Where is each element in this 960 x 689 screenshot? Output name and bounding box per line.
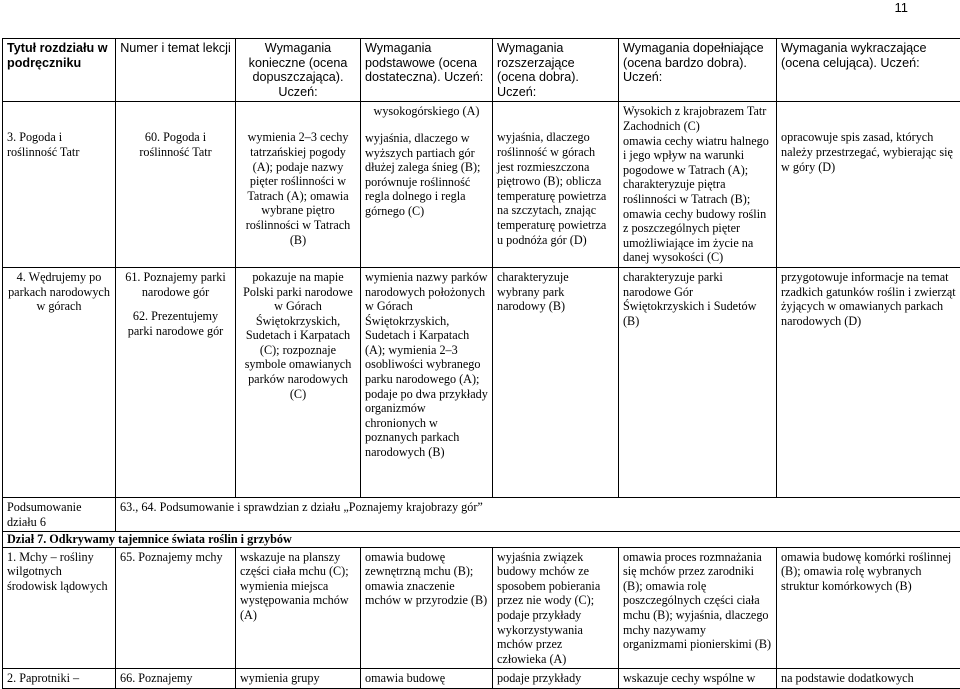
cell-wykraczajace — [777, 102, 960, 268]
cell-podstawowe — [361, 669, 493, 689]
header-dopelniajace: Wymagania dopełniające (ocena bardzo dobra). Uczeń: — [619, 39, 777, 102]
podstawowe-text: omawia budowę — [365, 671, 445, 685]
summary-row — [3, 497, 960, 531]
wykraczajace-text: przygotowuje informacje na temat rzadkich gatunków roślin i zwierząt żyjących w omawianych parkach narodowych (D) — [781, 270, 956, 328]
header-konieczne: Wymagania konieczne (ocena dopuszczająca). Uczeń: — [236, 39, 361, 102]
cell-podstawowe — [361, 102, 493, 268]
header-lesson: Numer i temat lekcji — [116, 39, 236, 102]
lesson-text: 65. Poznajemy mchy — [120, 550, 223, 564]
carry-over-text: Wysokich z krajobrazem Tatr Zachodnich (C) — [623, 104, 772, 133]
header-wykraczajace: Wymagania wykraczające (ocena celująca). Uczeń: — [777, 39, 960, 102]
cell-konieczne — [236, 669, 361, 689]
wykraczajace-text: opracowuje spis zasad, których należy przestrzegać, wybierając się w góry (D) — [781, 130, 953, 173]
rozszerzajace-text: wyjaśnia, dlaczego roślinność w górach jest rozmieszczona piętrowo (B); oblicza temperaturę powietrza na szczytach, znając temperaturę powietrza u podnóża gór (D) — [497, 130, 606, 246]
rozszerzajace-text: podaje przykłady — [497, 671, 581, 685]
header-chapter-title: Tytuł rozdziału w podręczniku — [3, 39, 116, 102]
podstawowe-text: wymienia nazwy parków narodowych położonych w Górach Świętokrzyskich, Sudetach i Karpatach (A); wymienia 2–3 osobliwości wybranego parku narodowego (A); podaje po dwa przykłady organizmów chronionych w poznanych parkach narodowych (B) — [365, 270, 488, 459]
cell-chapter-title — [3, 669, 116, 689]
podstawowe-text: wyjaśnia, dlaczego w wyższych partiach gór dłużej zalega śnieg (B); porównuje roślinność regla dolnego i regla górnego (C) — [365, 131, 480, 218]
section-title: Dział 7. Odkrywamy tajemnice świata roślin i grzybów — [7, 532, 292, 546]
dopelniajace-text: wskazuje cechy wspólne w — [623, 671, 755, 685]
header-row — [3, 39, 960, 102]
cell-rozszerzajace — [493, 102, 619, 268]
cell-chapter-title — [3, 102, 116, 268]
wykraczajace-text: omawia budowę komórki roślinnej (B); omawia rolę wybranych struktur komórkowych (B) — [781, 550, 951, 593]
chapter-title-text: 3. Pogoda i roślinność Tatr — [7, 130, 79, 159]
summary-text: 63., 64. Podsumowanie i sprawdzian z działu „Poznajemy krajobrazy gór” — [120, 500, 483, 514]
lesson-text: 66. Poznajemy — [120, 671, 192, 685]
cell-wykraczajace — [777, 669, 960, 689]
rozszerzajace-text: wyjaśnia związek budowy mchów ze sposobem pobierania przez nie wody (C); podaje przykłady wykorzystywania mchów przez człowieka (A) — [497, 550, 600, 666]
lesson-text: 60. Pogoda i roślinność Tatr — [139, 130, 211, 159]
table-row — [3, 669, 960, 689]
cell-rozszerzajace — [493, 547, 619, 669]
table-row — [3, 267, 960, 497]
cell-wykraczajace — [777, 547, 960, 669]
dopelniajace-text: omawia cechy wiatru halnego i jego wpływ na warunki pogodowe w Tatrach (A); charakteryzuje piętra roślinności w Tatrach (B); omawia cechy budowy roślin z poszczególnych pięter umożliwiające im życie na danej wysokości (C) — [623, 134, 769, 265]
konieczne-text: wymienia 2–3 cechy tatrzańskiej pogody (A); podaje nazwy pięter roślinności w Tatrach (A); omawia wybrane piętro roślinności w Tatrach (B) — [246, 130, 351, 246]
cell-rozszerzajace — [493, 669, 619, 689]
cell-section-title — [3, 532, 960, 548]
table-row — [3, 102, 960, 268]
cell-rozszerzajace — [493, 267, 619, 497]
carry-over-text: wysokogórskiego (A) — [365, 104, 488, 119]
chapter-title-text: 4. Wędrujemy po parkach narodowych w górach — [8, 270, 110, 313]
konieczne-text: pokazuje na mapie Polski parki narodowe w Górach Świętokrzyskich, Sudetach i Karpatach (C); rozpoznaje symbole omawianych parków narodowych (C) — [243, 270, 353, 401]
cell-dopelniajace — [619, 669, 777, 689]
cell-chapter-title — [3, 267, 116, 497]
cell-dopelniajace — [619, 267, 777, 497]
dopelniajace-text: omawia proces rozmnażania się mchów przez zarodniki (B); omawia rolę poszczególnych części ciała mchu (B); wyjaśnia, dlaczego mchy nazywamy organizmami pionierskimi (B) — [623, 550, 771, 652]
cell-wykraczajace — [777, 267, 960, 497]
podstawowe-text: omawia budowę zewnętrzną mchu (B); omawia znaczenie mchów w przyrodzie (B) — [365, 550, 487, 608]
cell-konieczne — [236, 547, 361, 669]
lesson-text: 61. Poznajemy parki narodowe gór — [120, 270, 231, 299]
cell-podstawowe — [361, 267, 493, 497]
cell-dopelniajace — [619, 547, 777, 669]
chapter-title-text: 2. Paprotniki – — [7, 671, 79, 685]
cell-chapter-title — [3, 547, 116, 669]
cell-podstawowe — [361, 547, 493, 669]
summary-label: Podsumowanie działu 6 — [7, 500, 81, 529]
cell-summary-text — [116, 497, 960, 531]
konieczne-text: wymienia grupy — [240, 671, 320, 685]
header-rozszerzajace: Wymagania rozszerzające (ocena dobra). Uczeń: — [493, 39, 619, 102]
wykraczajace-text: na podstawie dodatkowych — [781, 671, 914, 685]
requirements-table — [2, 38, 960, 689]
section-row — [3, 532, 960, 548]
rozszerzajace-text: charakteryzuje wybrany park narodowy (B) — [497, 270, 569, 313]
table-row — [3, 547, 960, 669]
cell-konieczne — [236, 102, 361, 268]
page-number: 11 — [895, 0, 909, 15]
cell-konieczne — [236, 267, 361, 497]
cell-lesson — [116, 267, 236, 497]
cell-summary-label — [3, 497, 116, 531]
chapter-title-text: 1. Mchy – rośliny wilgotnych środowisk lądowych — [7, 550, 108, 593]
cell-lesson — [116, 547, 236, 669]
cell-lesson — [116, 669, 236, 689]
cell-dopelniajace — [619, 102, 777, 268]
dopelniajace-text: charakteryzuje parki narodowe Gór Świętokrzyskich i Sudetów (B) — [623, 270, 756, 328]
cell-lesson — [116, 102, 236, 268]
konieczne-text: wskazuje na planszy części ciała mchu (C); wymienia miejsca występowania mchów (A) — [240, 550, 349, 622]
header-podstawowe: Wymagania podstawowe (ocena dostateczna). Uczeń: — [361, 39, 493, 102]
lesson-text: 62. Prezentujemy parki narodowe gór — [120, 309, 231, 338]
